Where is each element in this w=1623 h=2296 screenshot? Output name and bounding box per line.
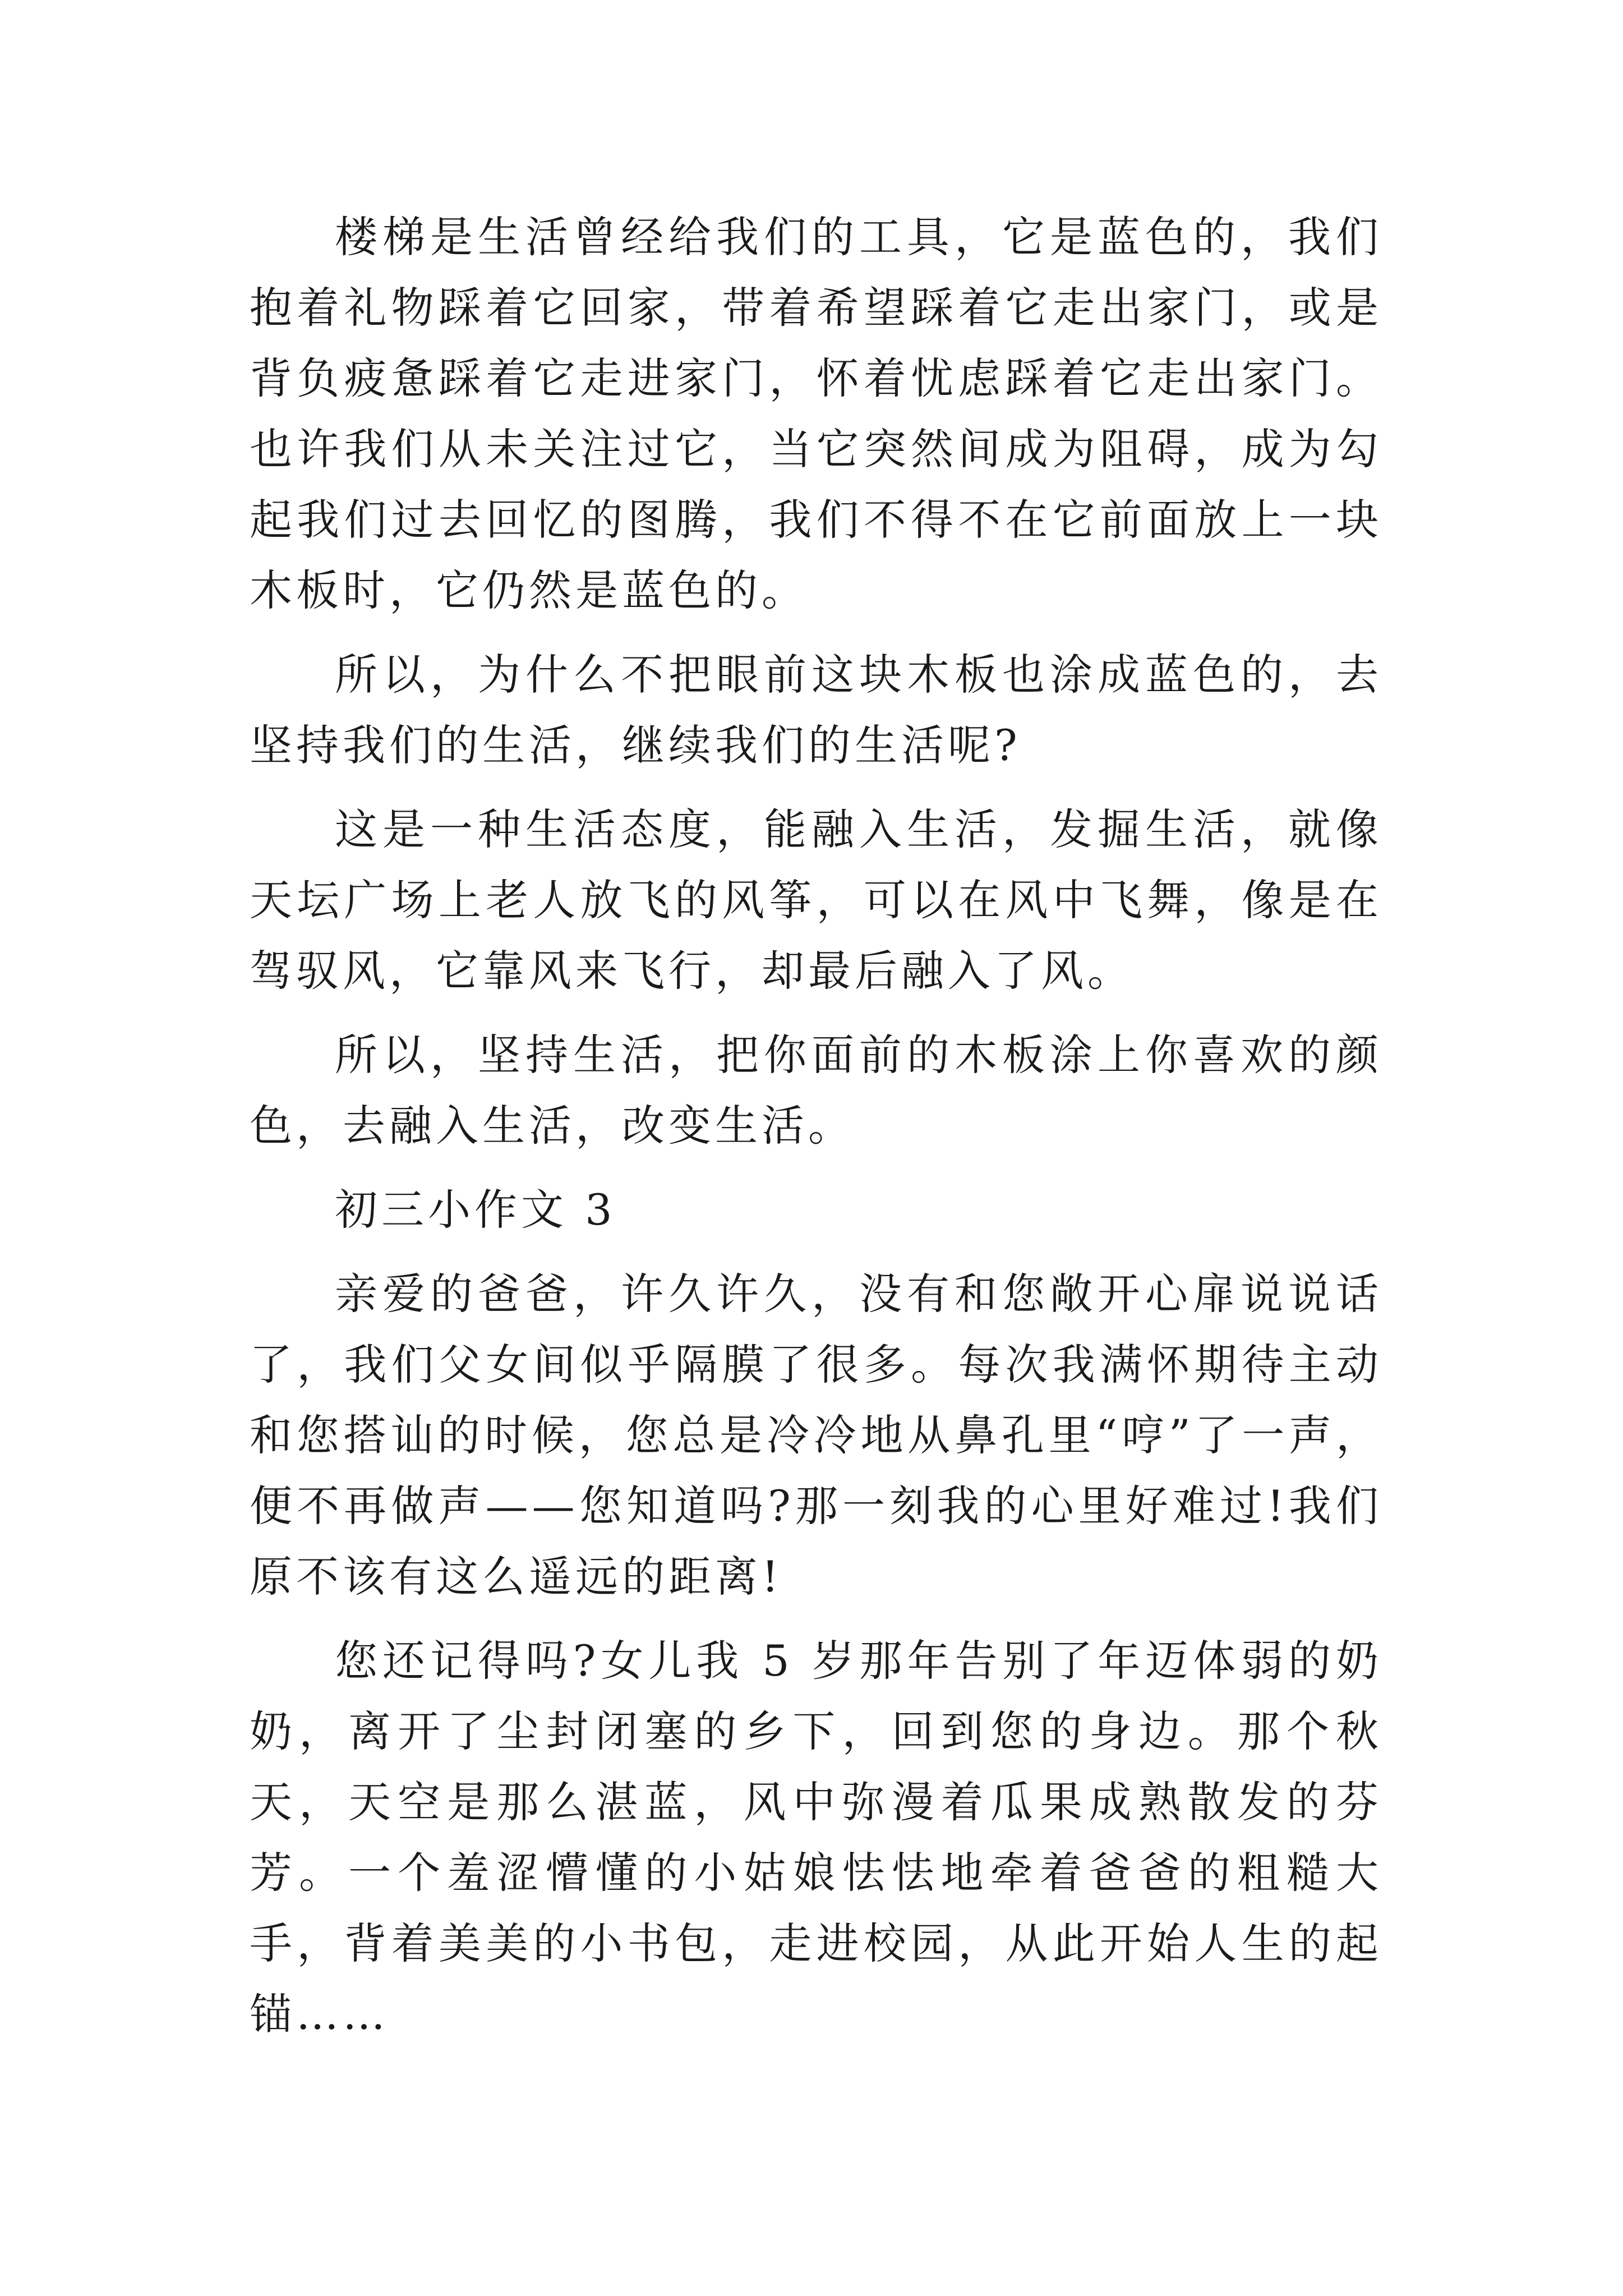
paragraph-persist: 所以，坚持生活，把你面前的木板涂上你喜欢的颜色，去融入生活，改变生活。 bbox=[250, 1030, 1382, 1151]
paragraph-attitude: 这是一种生活态度，能融入生活，发掘生活，就像天坛广场上老人放飞的风筝，可以在风中飞舞，像是在驾驭风，它靠风来飞行，却最后融入了风。 bbox=[250, 804, 1382, 996]
paragraph-remember: 您还记得吗?女儿我 5 岁那年告别了年迈体弱的奶奶，离开了尘封闭塞的乡下，回到您的身边。那个秋天，天空是那么湛蓝，风中弥漫着瓜果成熟散发的芬芳。一个羞涩懵懂的小姑娘怯怯地牵着爸爸的粗糙大手，背着美美的小书包，走进校园，从此开始人生的起锚…… bbox=[250, 1636, 1382, 2039]
paragraph-dear-dad: 亲爱的爸爸，许久许久，没有和您敞开心扉说说话了，我们父女间似乎隔膜了很多。每次我满怀期待主动和您搭讪的时候，您总是冷冷地从鼻孔里“哼”了一声，便不再做声——您知道吗?那一刻我的心里好难过!我们原不该有这么遥远的距离! bbox=[250, 1269, 1382, 1602]
paragraph-paint-board: 所以，为什么不把眼前这块木板也涂成蓝色的，去坚持我们的生活，继续我们的生活呢? bbox=[250, 650, 1382, 770]
paragraph-stairs: 楼梯是生活曾经给我们的工具，它是蓝色的，我们抱着礼物踩着它回家，带着希望踩着它走出家门，或是背负疲惫踩着它走进家门，怀着忧虑踩着它走出家门。也许我们从未关注过它，当它突然间成为阻碍，成为勾起我们过去回忆的图腾，我们不得不在它前面放上一块木板时，它仍然是蓝色的。 bbox=[250, 212, 1382, 615]
section-title: 初三小作文 3 bbox=[335, 1185, 616, 1235]
document-body bbox=[250, 202, 1382, 2063]
